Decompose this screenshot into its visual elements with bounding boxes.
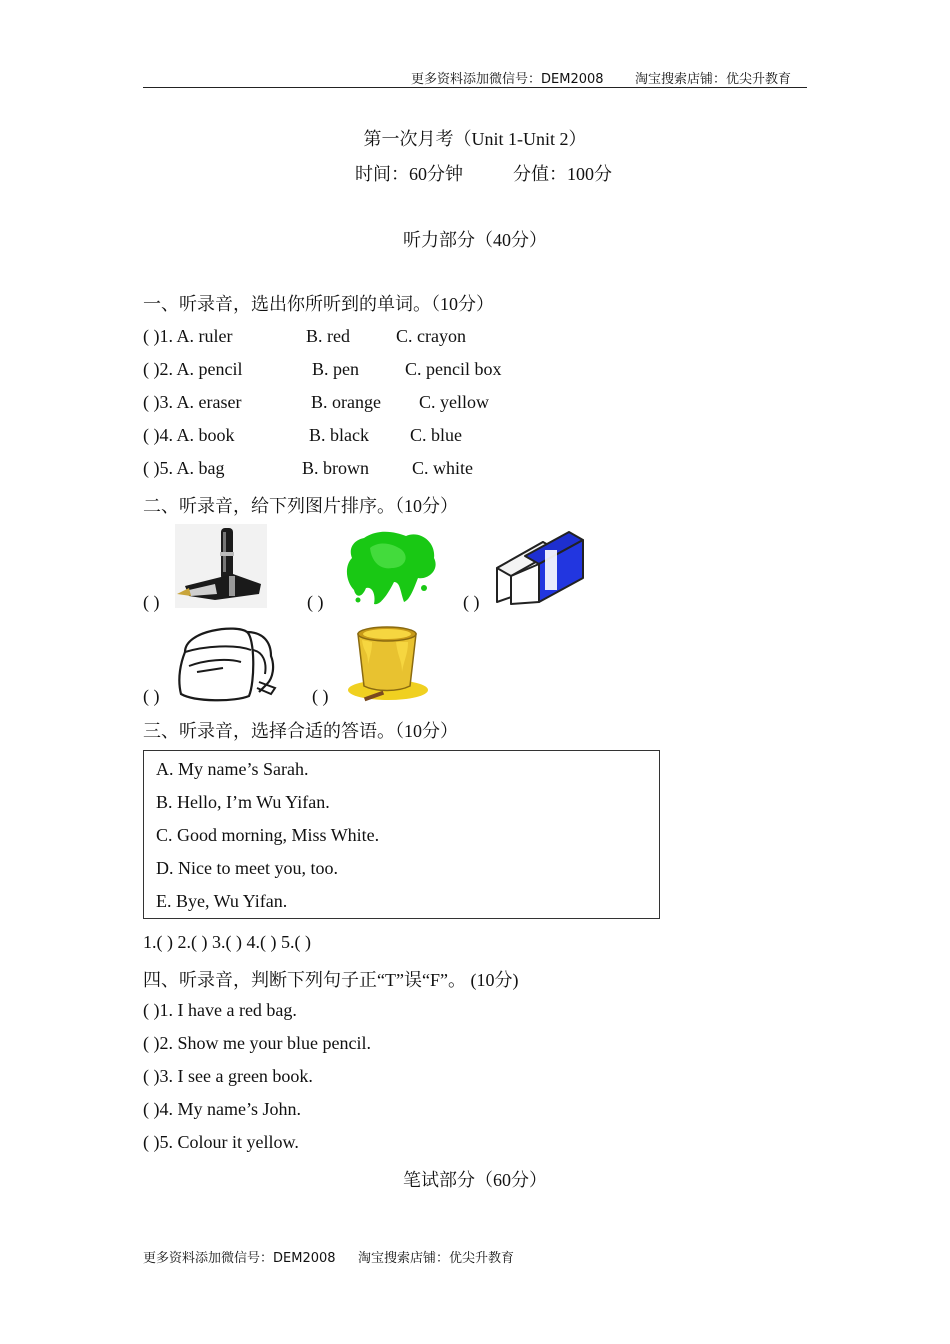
section-3-heading: 三、听录音，选择合适的答语。（10分） xyxy=(143,721,458,741)
s1-item-2-c: C. pencil box xyxy=(405,359,502,379)
pen-picture xyxy=(175,524,267,608)
answer-options-box xyxy=(143,750,660,919)
exam-title: 第一次月考（Unit 1-Unit 2） xyxy=(363,129,587,149)
exam-time: 时间：60分钟 xyxy=(355,164,463,184)
exam-score: 分值：100分 xyxy=(513,164,612,184)
s1-item-2: ( )2. A. pencil xyxy=(143,359,243,379)
option-a: A. My name’s Sarah. xyxy=(156,759,309,779)
s2-blank-5: ( ) xyxy=(312,686,329,706)
s1-item-2-b: B. pen xyxy=(312,359,359,379)
s1-item-3: ( )3. A. eraser xyxy=(143,392,242,412)
section-1-heading: 一、听录音，选出你所听到的单词。（10分） xyxy=(143,294,494,314)
s2-blank-1: ( ) xyxy=(143,592,160,612)
s4-item-5: ( )5. Colour it yellow. xyxy=(143,1132,299,1152)
option-c: C. Good morning, Miss White. xyxy=(156,825,380,845)
eraser-picture xyxy=(493,530,585,606)
option-b: B. Hello, I’m Wu Yifan. xyxy=(156,792,330,812)
s2-blank-2: ( ) xyxy=(307,592,324,612)
s2-blank-4: ( ) xyxy=(143,686,160,706)
option-d: D. Nice to meet you, too. xyxy=(156,858,338,878)
s1-item-4-b: B. black xyxy=(309,425,369,445)
s1-item-3-b: B. orange xyxy=(311,392,381,412)
writing-heading: 笔试部分（60分） xyxy=(403,1170,547,1190)
section-2-heading: 二、听录音，给下列图片排序。（10分） xyxy=(143,496,458,516)
header-rule xyxy=(143,87,807,88)
s4-item-4: ( )4. My name’s John. xyxy=(143,1099,301,1119)
s4-item-1: ( )1. I have a red bag. xyxy=(143,1000,297,1020)
s4-item-3: ( )3. I see a green book. xyxy=(143,1066,313,1086)
s1-item-5-b: B. brown xyxy=(302,458,369,478)
footer-shop: 淘宝搜索店铺：优尖升教育 xyxy=(358,1251,515,1266)
s1-item-5-c: C. white xyxy=(412,458,473,478)
bag-picture xyxy=(175,622,283,704)
s1-item-1-c: C. crayon xyxy=(396,326,466,346)
header-shop: 淘宝搜索店铺：优尖升教育 xyxy=(635,72,792,87)
listening-heading: 听力部分（40分） xyxy=(403,230,547,250)
footer-wechat: 更多资料添加微信号：DEM2008 xyxy=(143,1251,336,1266)
option-e: E. Bye, Wu Yifan. xyxy=(156,891,288,911)
s4-item-2: ( )2. Show me your blue pencil. xyxy=(143,1033,371,1053)
header-wechat: 更多资料添加微信号：DEM2008 xyxy=(411,72,604,87)
green-paint-picture xyxy=(344,528,440,608)
s1-item-4: ( )4. A. book xyxy=(143,425,235,445)
s2-blank-3: ( ) xyxy=(463,592,480,612)
s1-item-3-c: C. yellow xyxy=(419,392,489,412)
s1-item-1: ( )1. A. ruler xyxy=(143,326,233,346)
s1-item-4-c: C. blue xyxy=(410,425,462,445)
yellow-paint-picture xyxy=(338,620,432,706)
s3-answer-blanks: 1.( ) 2.( ) 3.( ) 4.( ) 5.( ) xyxy=(143,932,311,952)
s1-item-5: ( )5. A. bag xyxy=(143,458,225,478)
section-4-heading: 四、听录音，判断下列句子正“T”误“F”。 (10分) xyxy=(143,970,519,990)
s1-item-1-b: B. red xyxy=(306,326,350,346)
